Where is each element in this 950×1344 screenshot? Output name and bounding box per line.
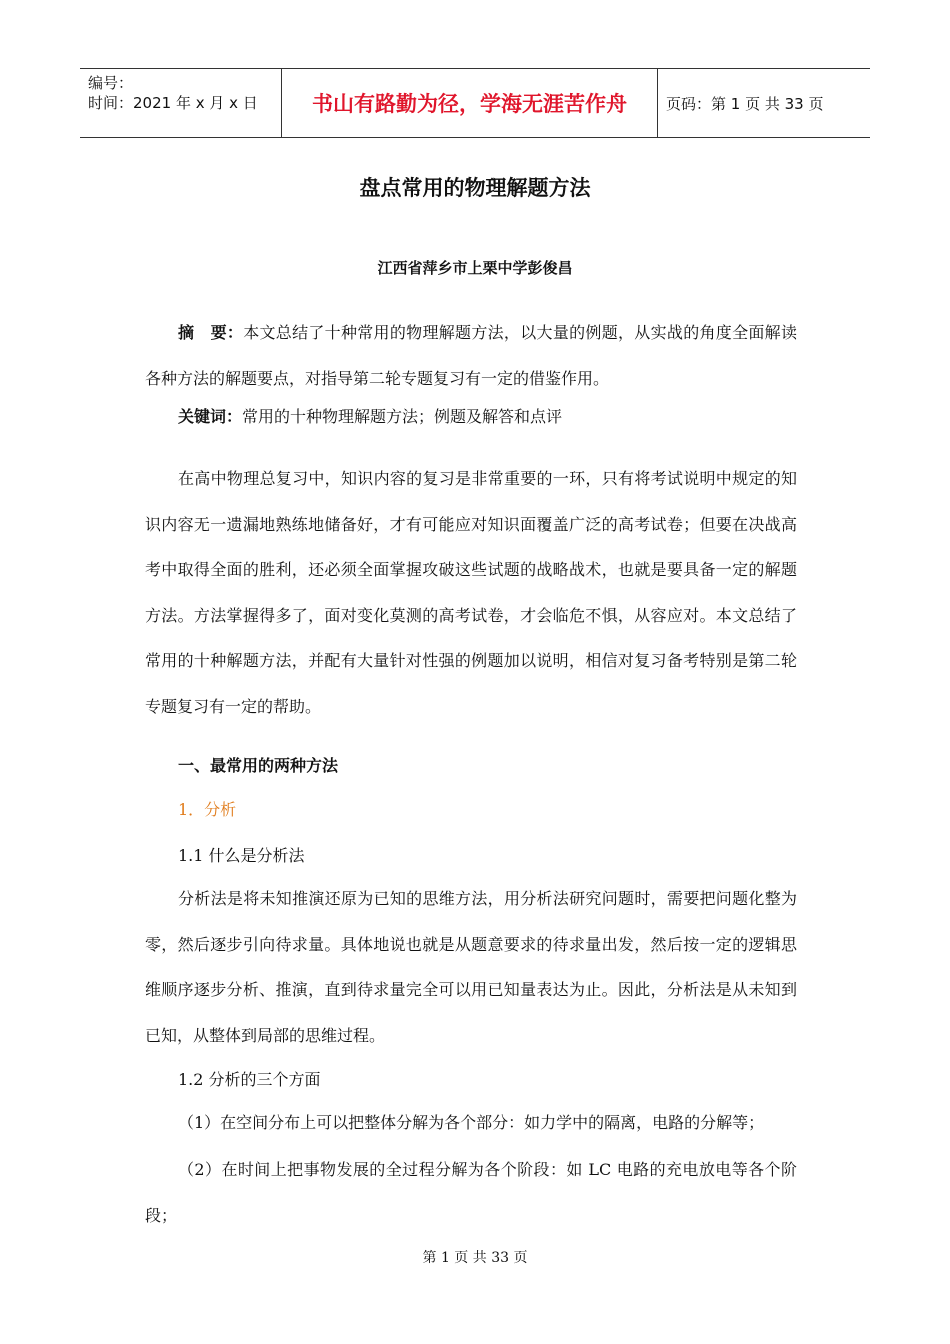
header-meta xyxy=(80,69,281,137)
subsubsection-heading: 1.1 什么是分析法 xyxy=(178,846,305,865)
keywords-text: 常用的十种物理解题方法；例题及解答和点评 xyxy=(242,407,563,426)
intro-paragraph: 在高中物理总复习中，知识内容的复习是非常重要的一环，只有将考试说明中规定的知识内容无一遗漏地熟练地储备好，才有可能应对知识面覆盖广泛的高考试卷；但要在决战高考中取得全面的胜利，还必须全面掌握攻破这些试题的战略战术，也就是要具备一定的解题方法。方法掌握得多了，面对变化莫测的高考试卷，才会临危不惧，从容应对。本文总结了常用的十种解题方法，并配有大量针对性强的例题加以说明，相信对复习备考特别是第二轮专题复习有一定的帮助。 xyxy=(145,469,797,716)
list-item-2: （2）在时间上把事物发展的全过程分解为各个阶段：如 LC 电路的充电放电等各个阶段； xyxy=(145,1160,797,1225)
subsubsection-heading-2: 1.2 分析的三个方面 xyxy=(178,1070,321,1089)
author-line: 江西省萍乡市上栗中学彭俊昌 xyxy=(377,259,573,277)
header-page-info: 页码：第 1 页 共 33 页 xyxy=(666,94,824,113)
number-label: 编号： xyxy=(88,74,134,92)
abstract-paragraph xyxy=(145,310,797,401)
page-footer: 第 1 页 共 33 页 xyxy=(422,1250,528,1266)
subsection-heading: 1．分析 xyxy=(178,800,237,819)
keywords-label: 关键词： xyxy=(178,407,243,426)
list-item: （1）在空间分布上可以把整体分解为各个部分：如力学中的隔离，电路的分解等； xyxy=(178,1113,765,1132)
document-title: 盘点常用的物理解题方法 xyxy=(359,175,591,200)
abstract-label: 摘 要： xyxy=(178,323,244,342)
analysis-paragraph: 分析法是将未知推演还原为已知的思维方法，用分析法研究问题时，需要把问题化整为零，然后逐步引向待求量。具体地说也就是从题意要求的待求量出发，然后按一定的逻辑思维顺序逐步分析、推演，直到待求量完全可以用已知量表达为止。因此，分析法是从未知到已知，从整体到局部的思维过程。 xyxy=(145,889,797,1045)
header-motto: 书山有路勤为径，学海无涯苦作舟 xyxy=(281,69,658,137)
header-table xyxy=(80,68,870,138)
keywords-paragraph xyxy=(178,394,798,440)
abstract-text: 本文总结了十种常用的物理解题方法，以大量的例题，从实战的角度全面解读各种方法的解题要点，对指导第二轮专题复习有一定的借鉴作用。 xyxy=(145,323,797,388)
section-heading: 一、最常用的两种方法 xyxy=(178,756,339,775)
time-label: 时间：2021 年 x 月 x 日 xyxy=(88,94,258,112)
